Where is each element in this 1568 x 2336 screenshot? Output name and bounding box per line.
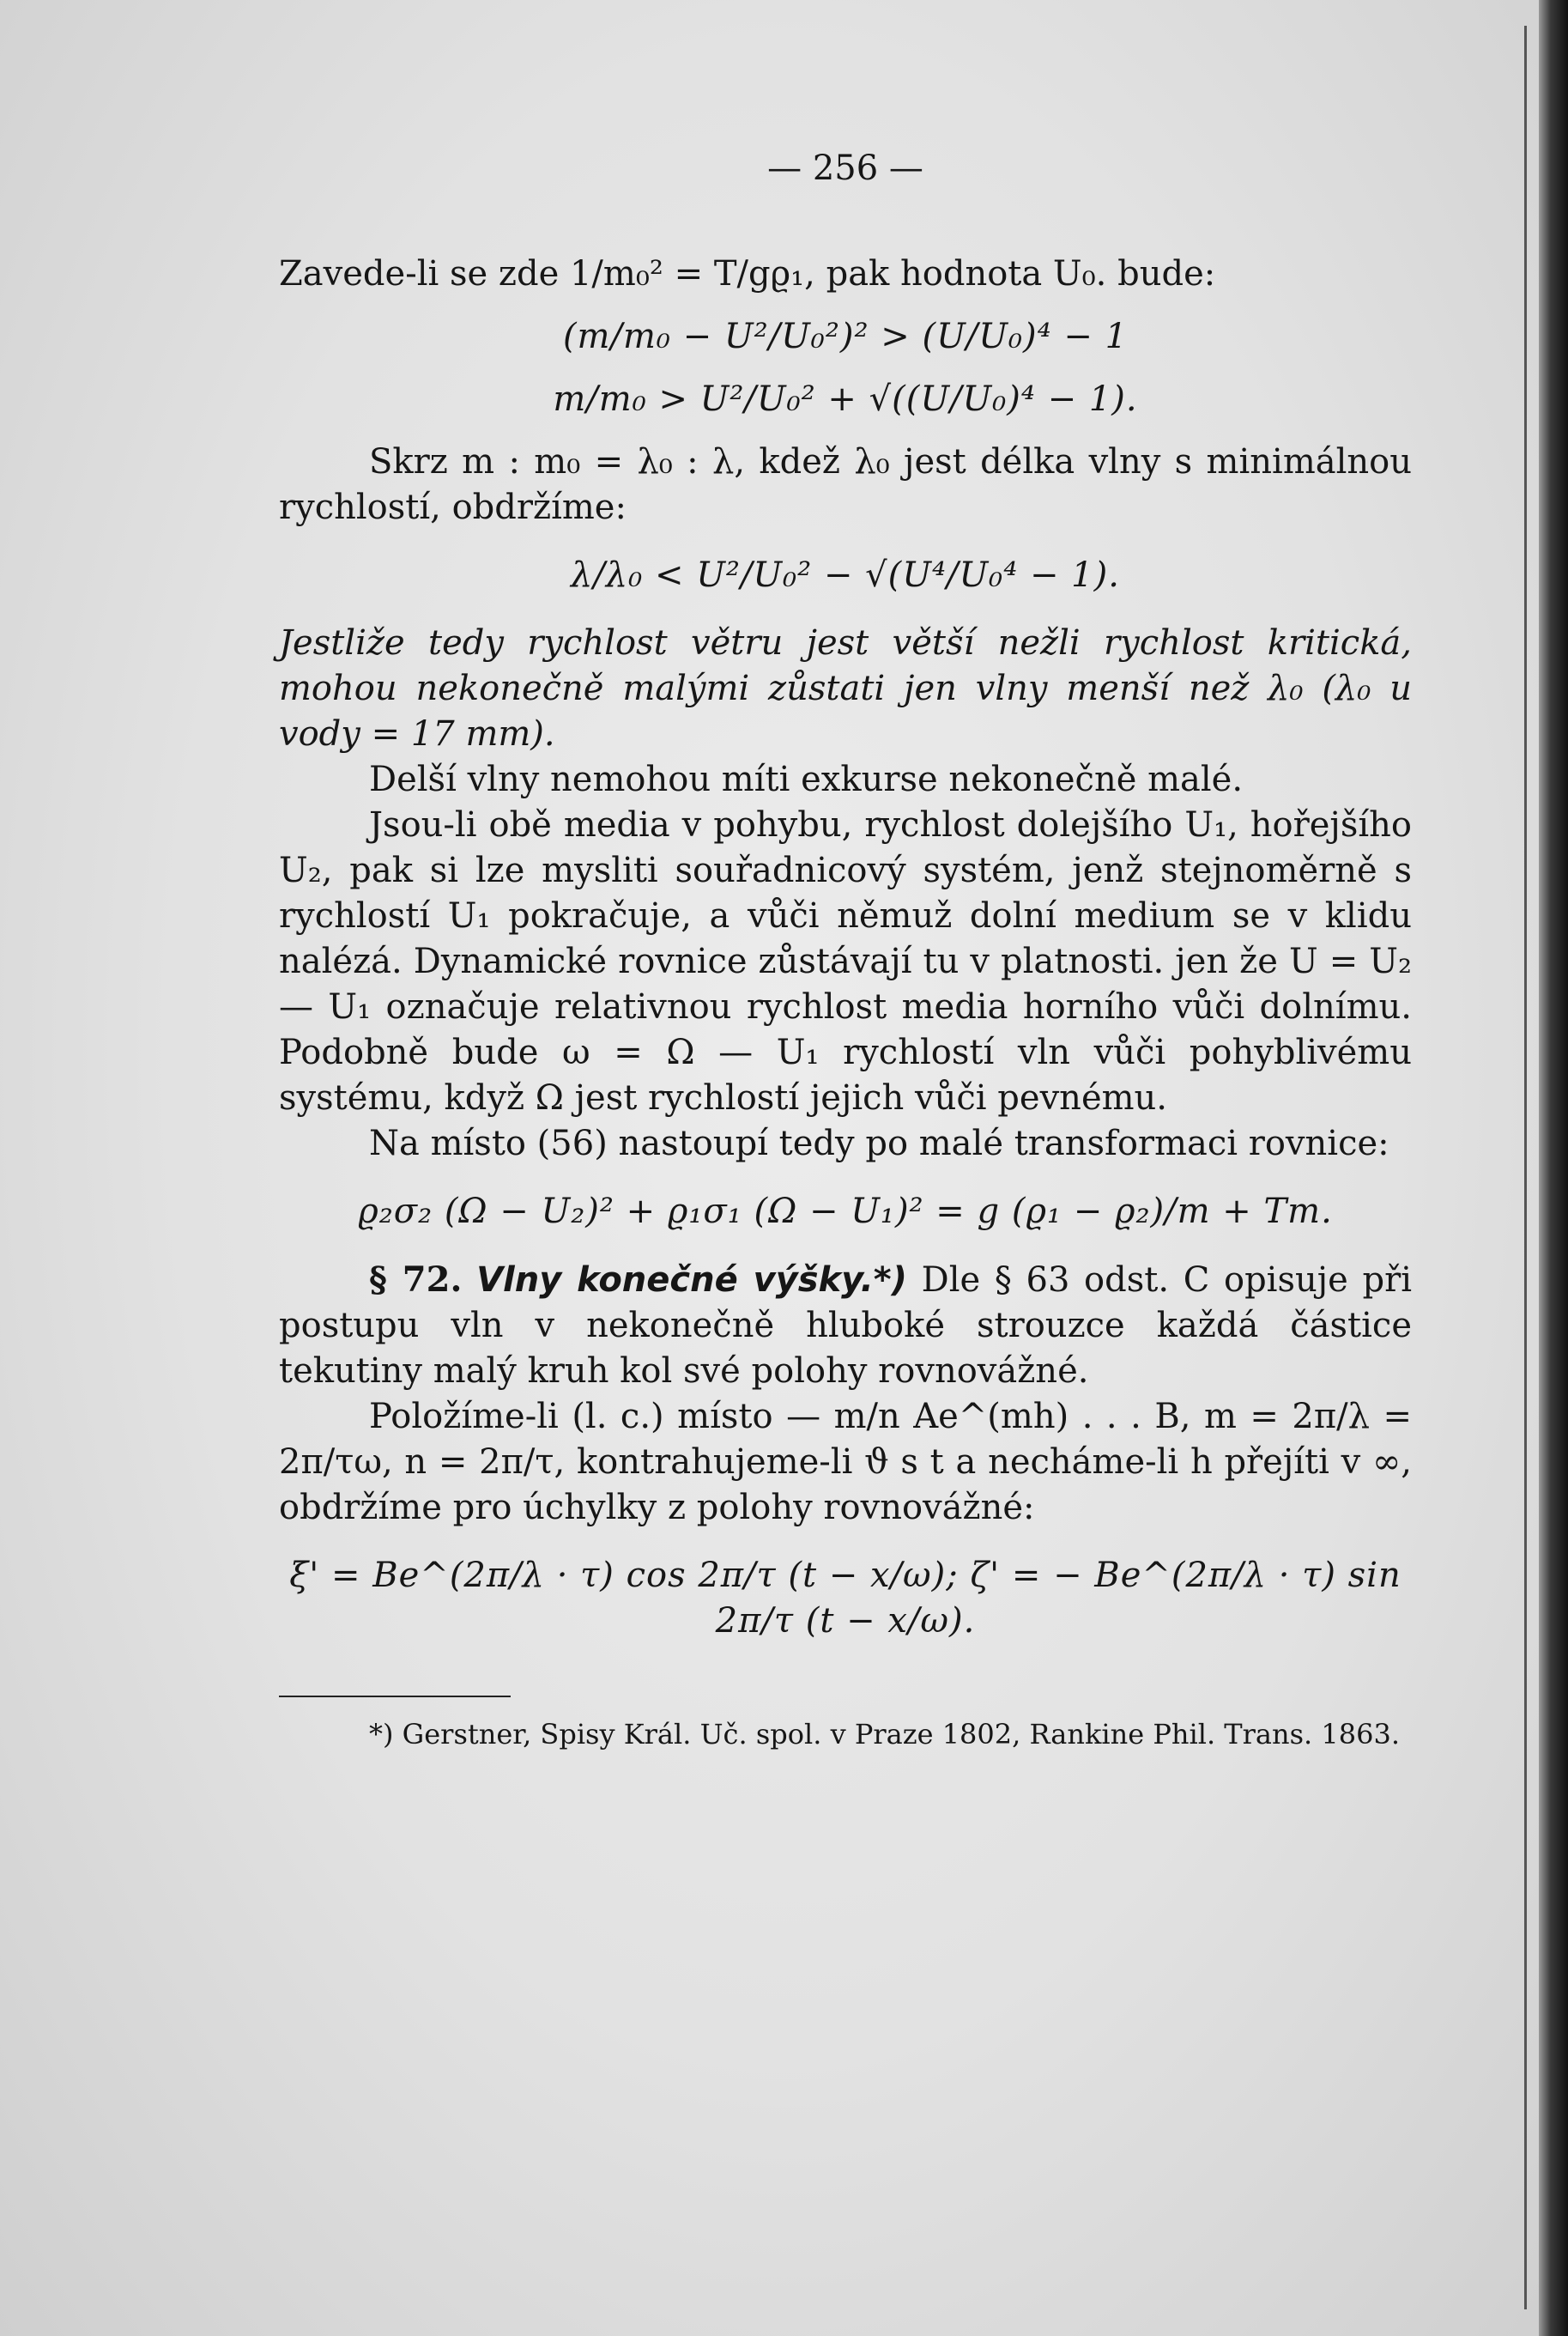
page-number: — 256 — [767,149,923,188]
equation-2: m/m₀ > U²/U₀² + √((U/U₀)⁴ − 1). [553,379,1138,419]
page-content [279,129,1412,1752]
page-edge-shadow [1539,0,1568,2336]
section-paragraph [279,1257,1412,1394]
paragraph-4: Jsou-li obě media v pohybu, rychlost dolejšího U₁, hořejšího U₂, pak si lze mysliti souřadnicový systém, jenž stejnoměrně s rychlostí U₁ pokračuje, a vůči němuž dolní medium se v klidu nalézá. Dynamické rovnice zůstávají tu v platnosti. jen že U = U₂ — U₁ označuje relativnou rychlost media horního vůči dolnímu. Podobně bude ω = Ω — U₁ rychlostí vln vůči pohyblivému systému, když Ω jest rychlostí jejich vůči pevnému. [279,805,1412,1118]
equation-4: ϱ₂σ₂ (Ω − U₂)² + ϱ₁σ₁ (Ω − U₁)² = g (ϱ₁ − ϱ₂)/m + Tm. [358,1192,1333,1231]
footnote-rule [279,1696,511,1697]
equation-5: ξ' = Be^(2π/λ · τ) cos 2π/τ (t − x/ω); ζ' = − Be^(2π/λ · τ) sin 2π/τ (t − x/ω). [289,1556,1402,1641]
paragraph-1: Skrz m : m₀ = λ₀ : λ, kdež λ₀ jest délka vlny s minimálnou rychlostí, obdržíme: [279,442,1412,527]
page-edge-line [1524,26,1527,2309]
equation-1: (m/m₀ − U²/U₀²)² > (U/U₀)⁴ − 1 [562,317,1129,356]
footnote: *) Gerstner, Spisy Král. Uč. spol. v Praze 1802, Rankine Phil. Trans. 1863. [369,1718,1400,1750]
section-number: § 72. [369,1259,463,1300]
paragraph-2: Jestliže tedy rychlost větru jest větší nežli rychlost kritická, mohou nekonečně malými zůstati jen vlny menší než λ₀ (λ₀ u vody = 17 mm). [279,623,1412,754]
paragraph-6: Dle § 63 odst. C opisuje při postupu vln v nekonečně hluboké strouzce každá částice tekutiny malý kruh kol své polohy rovnovážné. [279,1260,1413,1391]
paragraph-7: Položíme-li (l. c.) místo — m/n Ae^(mh) . . . B, m = 2π/λ = 2π/τω, n = 2π/τ, kontrahujeme-li ϑ s t a necháme-li h přejíti v ∞, obdržíme pro úchylky z polohy rovnovážné: [279,1397,1412,1527]
paragraph-3: Delší vlny nemohou míti exkurse nekonečně malé. [369,760,1244,799]
intro-line: Zavede-li se zde 1/m₀² = T/gϱ₁, pak hodnota U₀. bude: [279,254,1216,294]
section-title: Vlny konečné výšky.*) [476,1260,907,1300]
paragraph-5: Na místo (56) nastoupí tedy po malé transformaci rovnice: [369,1124,1389,1163]
equation-3: λ/λ₀ < U²/U₀² − √(U⁴/U₀⁴ − 1). [571,555,1120,595]
